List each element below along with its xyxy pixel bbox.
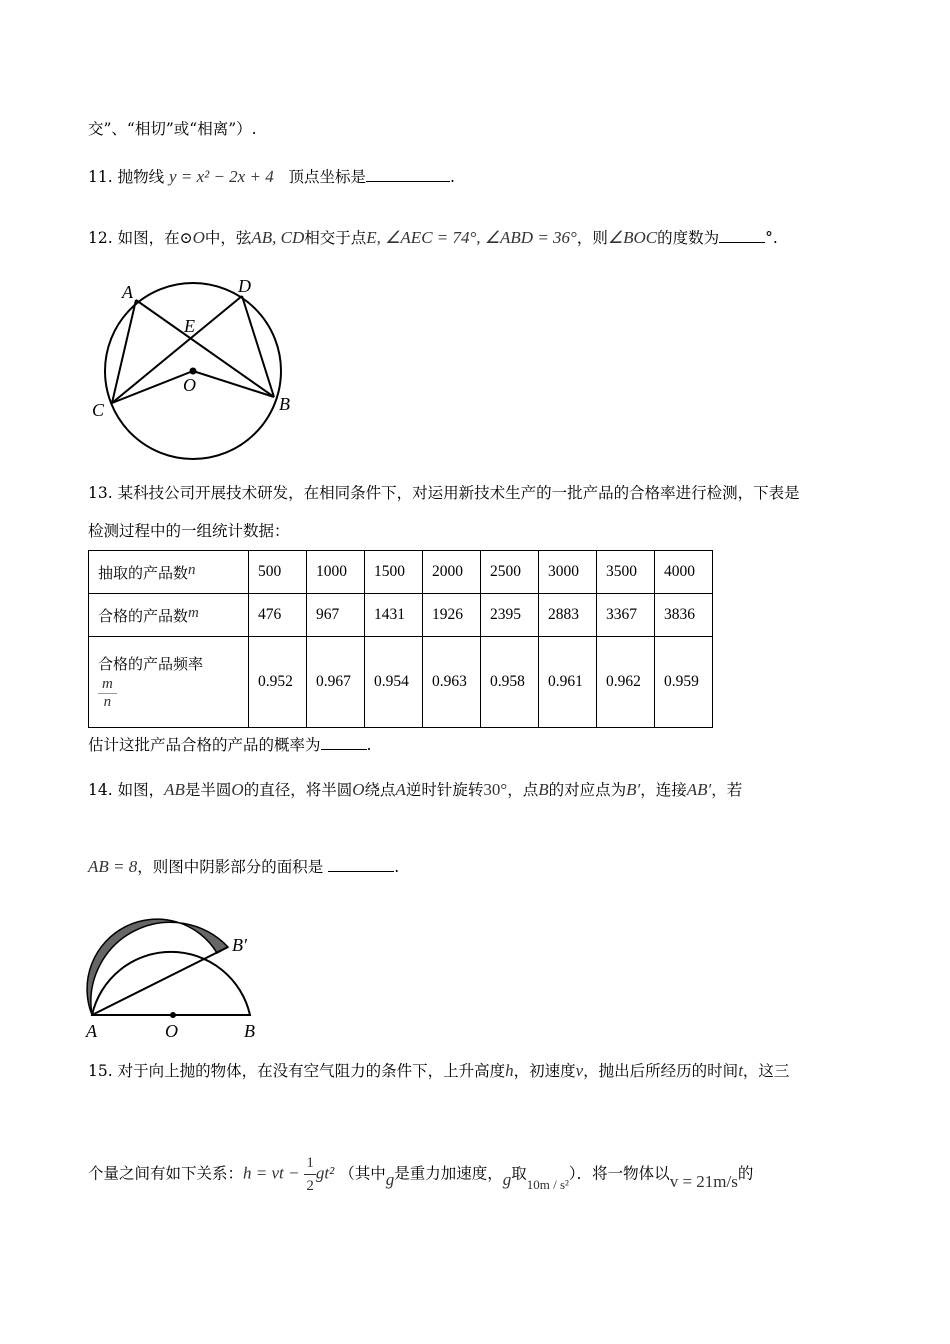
q12-text-3: 相交于点 [304, 229, 367, 247]
q11-number: 11. [88, 168, 113, 186]
table-cell: 0.958 [481, 637, 539, 728]
table-row-freq [89, 637, 713, 728]
q15-text-1: 对于向上抛的物体，在没有空气阻力的条件下，上升高度 [117, 1062, 506, 1080]
label-a: A [86, 1021, 97, 1041]
q14-semicircle-figure [80, 895, 280, 1045]
question-14-line-2 [88, 855, 399, 878]
q12-text-1: 如图，在⊙ [117, 229, 193, 247]
table-cell: 967 [307, 594, 365, 637]
q14-text-1: 如图， [117, 781, 165, 799]
q12-chords: AB, CD [251, 228, 305, 247]
q15-formula-left: h = vt − [243, 1163, 300, 1183]
table-cell: 1926 [423, 594, 481, 637]
q12-circle-figure [86, 270, 306, 470]
q11-formula: y = x² − 2x + 4 [169, 167, 274, 186]
q15-text-7: 是重力加速度， [394, 1164, 503, 1183]
table-row-n [89, 551, 713, 594]
q13-after [88, 733, 371, 756]
table-cell: 0.959 [655, 637, 713, 728]
segment-ob [193, 371, 274, 397]
q15-text-10: 的 [737, 1164, 754, 1183]
chord-cd [112, 296, 242, 403]
q14-answer-blank[interactable] [328, 855, 394, 872]
q12-target: ∠BOC [607, 228, 658, 247]
q15-vval: v = 21m/s [669, 1171, 738, 1191]
q12-text-4: ，则 [576, 229, 608, 247]
q11-end: . [450, 168, 455, 186]
q15-text-3: ，抛出后所经历的时间 [583, 1062, 739, 1080]
q13-line2: 检测过程中的一组统计数据： [88, 522, 290, 540]
q14-text-10: ，则图中阴影部分的面积是 [137, 858, 324, 876]
q13-number: 13. [88, 484, 113, 502]
segment-oc [112, 371, 193, 403]
q14-number: 14. [88, 781, 113, 799]
q15-text-4: ，这三 [742, 1062, 790, 1080]
freq-frac-den: n [103, 694, 112, 710]
q14-condition: AB = 8 [88, 857, 138, 876]
table-cell: 500 [249, 551, 307, 594]
table-cell: 476 [249, 594, 307, 637]
table-cell: 2000 [423, 551, 481, 594]
q15-text-9: ）．将一物体以 [568, 1164, 670, 1183]
q14-text-7: 的对应点为 [548, 781, 627, 799]
q15-frac-num: 1 [304, 1152, 316, 1175]
q14-text-8: ，连接 [640, 781, 687, 799]
shaded-region [87, 919, 228, 1015]
q15-h: h [505, 1061, 514, 1080]
label-a: A [122, 282, 133, 302]
q15-text-8: 取 [511, 1164, 527, 1183]
q14-angle: 30° [483, 780, 508, 799]
q12-text-5: 的度数为 [657, 229, 720, 247]
segment-ab-prime [92, 947, 228, 1015]
table-cell: 0.963 [423, 637, 481, 728]
table-cell: 3000 [539, 551, 597, 594]
q12-condition: E, ∠AEC = 74°, ∠ABD = 36° [366, 228, 577, 247]
table-cell: 3367 [597, 594, 655, 637]
question-15-line-1 [88, 1060, 789, 1082]
label-b: B [279, 394, 290, 414]
label-c: C [92, 400, 105, 420]
label-o: O [165, 1021, 178, 1041]
q15-text-6: （其中 [339, 1164, 386, 1183]
question-12 [88, 226, 778, 249]
table-cell: 4000 [655, 551, 713, 594]
label-b-prime: B′ [232, 935, 247, 955]
table-cell: 2883 [539, 594, 597, 637]
freq-frac-num: m [98, 676, 117, 694]
center-point-o [170, 1012, 176, 1018]
table-cell: 2500 [481, 551, 539, 594]
q14-ab: AB [164, 780, 185, 799]
q15-text-5: 个量之间有如下关系： [88, 1164, 244, 1183]
q13-line1: 某科技公司开展技术研发，在相同条件下，对运用新技术生产的一批产品的合格率进行检测，下表是 [117, 484, 800, 502]
table-row-m [89, 594, 713, 637]
q15-number: 15. [88, 1062, 113, 1080]
chord-ab [136, 300, 274, 397]
q12-end: °. [765, 229, 778, 247]
q14-b: B [538, 780, 549, 799]
q14-a: A [395, 780, 406, 799]
q14-text-4: 绕点 [364, 781, 396, 799]
q12-answer-blank[interactable] [719, 226, 765, 243]
row-label-m: 合格的产品数m [89, 594, 249, 637]
table-cell: 1500 [365, 551, 423, 594]
table-cell: 1000 [307, 551, 365, 594]
q14-end: . [394, 858, 400, 876]
table-cell: 1431 [365, 594, 423, 637]
table-cell: 3500 [597, 551, 655, 594]
q14-bprime: B′ [626, 780, 641, 799]
q12-number: 12. [88, 229, 113, 247]
label-o: O [183, 375, 196, 395]
table-cell: 3836 [655, 594, 713, 637]
label-d: D [238, 276, 251, 296]
q13-after-text: 估计这批产品合格的产品的概率为 [88, 736, 321, 754]
table-cell: 0.954 [365, 637, 423, 728]
table-cell: 0.952 [249, 637, 307, 728]
q15-t: t [738, 1061, 743, 1080]
table-cell: 0.961 [539, 637, 597, 728]
q15-frac-den: 2 [306, 1178, 314, 1194]
q15-text-2: ，初速度 [513, 1062, 576, 1080]
q14-abprime: AB′ [686, 780, 712, 799]
q14-text-6: ，点 [507, 781, 539, 799]
q14-text-3: 的直径，将半圆 [243, 781, 353, 799]
q14-text-5: 逆时针旋转 [405, 781, 484, 799]
q14-text-9: ，若 [711, 781, 743, 799]
q15-formula-fraction [304, 1152, 316, 1197]
q15-gval: 10m / s² [526, 1176, 569, 1192]
q14-o2: O [352, 780, 365, 799]
table-cell: 2395 [481, 594, 539, 637]
question-13-line-1 [88, 482, 800, 504]
q12-circle-name: O [192, 228, 205, 247]
q15-formula-right: gt² [315, 1163, 335, 1183]
q11-text-after: 顶点坐标是 [288, 168, 366, 186]
table-cell: 0.962 [597, 637, 655, 728]
q12-text-2: 中，弦 [204, 229, 252, 247]
center-point-o [190, 368, 197, 375]
q13-answer-blank[interactable] [321, 733, 367, 750]
q15-g2: g [502, 1169, 512, 1189]
q13-data-table [88, 550, 713, 728]
q15-v: v [575, 1061, 584, 1080]
question-14-line-1 [88, 779, 742, 801]
q14-o1: O [231, 780, 244, 799]
carry-over-line: 交”、“相切”或“相离”）. [88, 120, 257, 138]
table-cell: 0.967 [307, 637, 365, 728]
q14-text-2: 是半圆 [184, 781, 232, 799]
semicircle-o [92, 952, 250, 1015]
q11-text-before: 抛物线 [117, 168, 165, 186]
question-15-line-2 [88, 1152, 753, 1197]
row-label-n: 抽取的产品数n [89, 551, 249, 594]
question-11 [88, 165, 455, 188]
q15-g1: g [385, 1169, 395, 1189]
q13-end: . [366, 736, 372, 754]
q11-answer-blank[interactable] [366, 165, 450, 182]
label-b: B [244, 1021, 255, 1041]
label-e: E [184, 316, 195, 336]
row-label-freq: 合格的产品频率 $\frac{m}{n}$ [89, 637, 249, 728]
